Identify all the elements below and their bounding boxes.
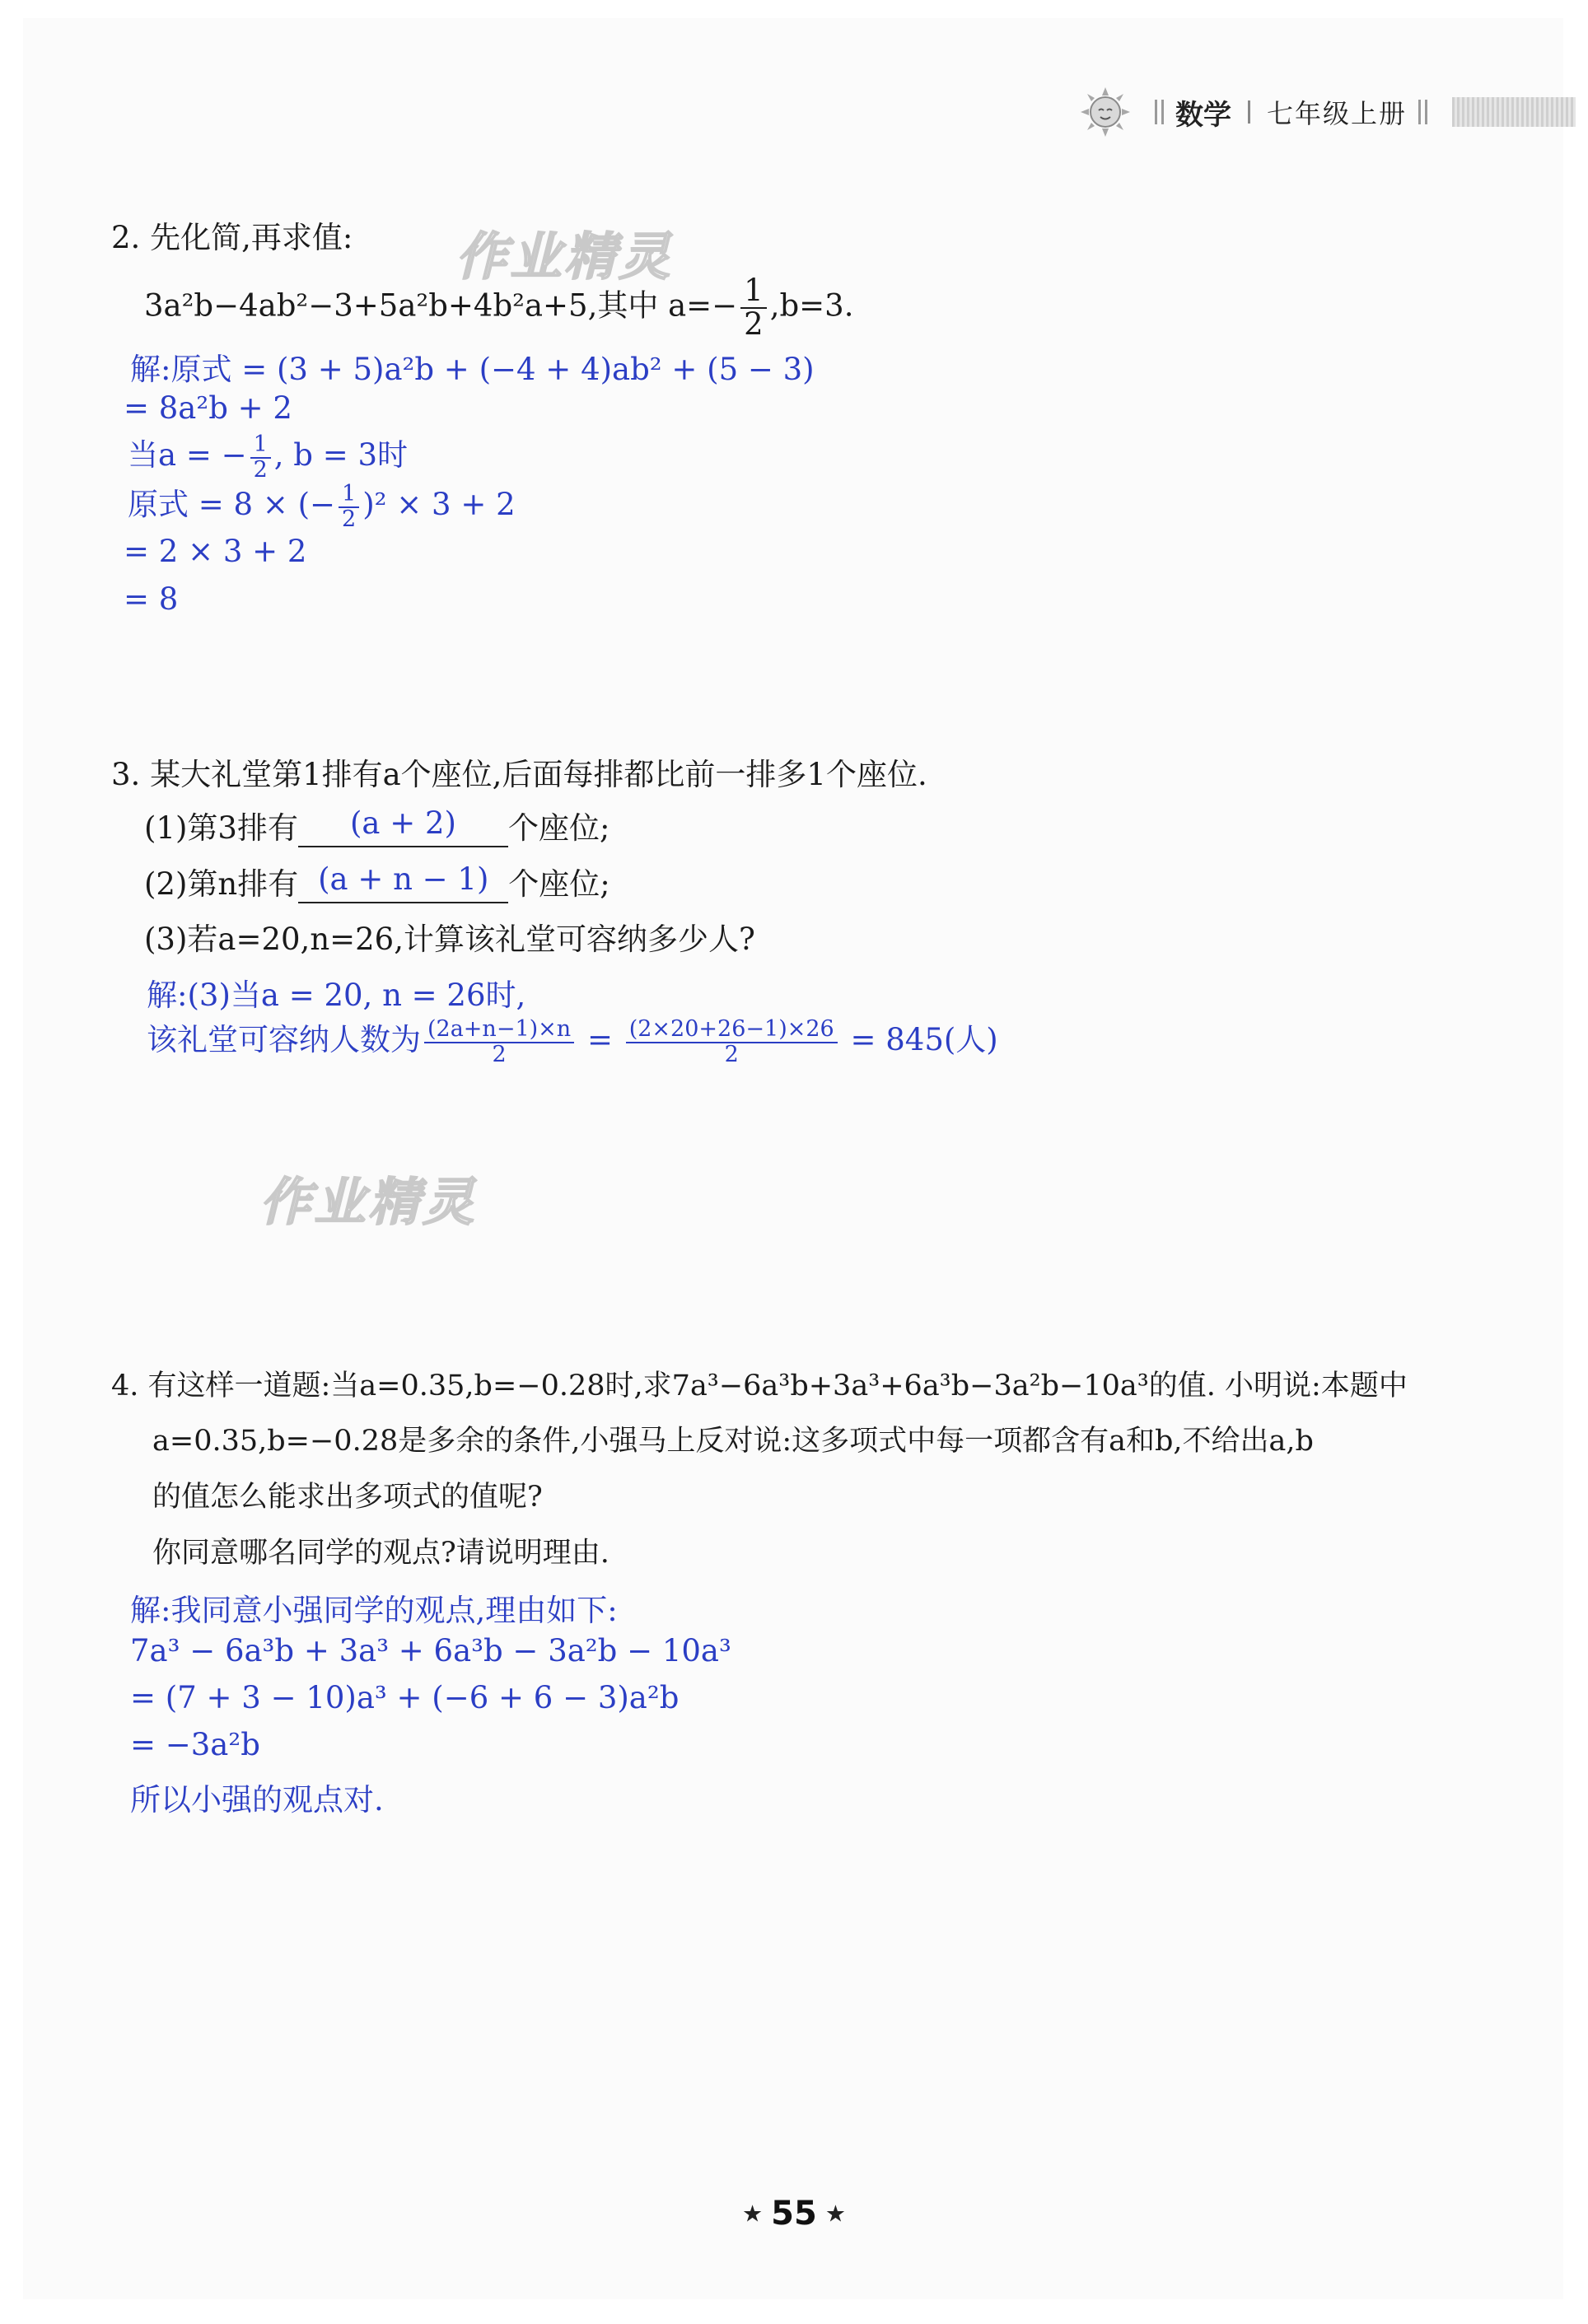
fraction-denominator: 2 — [342, 506, 357, 532]
page-number: 55 — [771, 2195, 817, 2233]
fraction-numerator: (2×20+26−1)×26 — [626, 1018, 838, 1043]
star-icon: ★ — [742, 2200, 764, 2228]
fraction-numerator: (2a+n−1)×n — [424, 1018, 574, 1043]
fraction — [250, 433, 271, 482]
header-separator — [1248, 100, 1250, 124]
star-icon: ★ — [824, 2200, 846, 2228]
header-stripe — [1452, 97, 1576, 127]
header-divider-bars — [1155, 100, 1164, 124]
fraction — [626, 1018, 838, 1066]
q4-answer-line-1: 解:我同意小强同学的观点,理由如下: — [130, 1593, 618, 1628]
q4-answer-line-4: = −3a²b — [130, 1727, 260, 1762]
watermark: 作业精灵 — [256, 1172, 489, 1232]
q2-answer-line-4-prefix: 原式 = 8 × (− — [128, 487, 336, 522]
q2-expr: 3a²b−4ab²−3+5a²b+4b²a+5 — [144, 287, 588, 324]
q2-answer-line-3-suffix: , b = 3时 — [273, 437, 409, 473]
q3-part-2-suffix: 个座位; — [508, 866, 610, 902]
fraction-denominator: 2 — [253, 456, 268, 483]
q2-cond-prefix: ,其中 a=− — [587, 287, 738, 324]
q2-answer-line-2: = 8a²b + 2 — [124, 390, 292, 426]
q3-part-1-prefix: (1)第3排有 — [144, 810, 298, 846]
fraction — [424, 1018, 574, 1066]
q4-line-2: a=0.35,b=−0.28是多余的条件,小强马上反对说:这多项式中每一项都含有a和b,不给出a,b — [152, 1425, 1314, 1458]
q2-answer-line-6: = 8 — [124, 581, 179, 617]
q3-part-2 — [144, 859, 610, 903]
q2-fraction — [740, 275, 767, 341]
q3-part-1-suffix: 个座位; — [507, 810, 610, 846]
header-divider-bars-right — [1418, 100, 1427, 124]
header-subject: 数学 — [1175, 98, 1231, 132]
fraction-denominator: 2 — [492, 1041, 507, 1067]
sun-mascot-icon — [1079, 86, 1132, 138]
q2-answer-line-3 — [128, 430, 408, 482]
q3-answer-line-1: 解:(3)当a = 20, n = 26时, — [147, 978, 526, 1013]
q4-line-3: 的值怎么能求出多项式的值呢? — [152, 1481, 543, 1514]
q4-answer-line-3: = (7 + 3 − 10)a³ + (−6 + 6 − 3)a²b — [130, 1680, 680, 1715]
fraction-denominator: 2 — [744, 306, 764, 342]
q2-title: 2. 先化简,再求值: — [111, 220, 353, 255]
q3-answer-line-2 — [147, 1015, 998, 1066]
blank-fill: (a + 2) — [349, 805, 456, 841]
q2-answer-line-1: 解:原式 = (3 + 5)a²b + (−4 + 4)ab² + (5 − 3) — [130, 352, 815, 387]
q4-line-1: 4. 有这样一道题:当a=0.35,b=−0.28时,求7a³−6a³b+3a³+6a³b−3a²b−10a³的值. 小明说:本题中 — [111, 1370, 1408, 1402]
page-header — [1079, 87, 1576, 137]
q2-answer-line-3-prefix: 当a = − — [128, 437, 247, 473]
q2-cond-suffix: ,b=3. — [769, 287, 854, 324]
q2-answer-line-4 — [128, 479, 516, 531]
answer-blank — [298, 805, 508, 847]
header-grade: 七年级上册 — [1267, 98, 1408, 129]
fraction — [339, 483, 359, 531]
q3-part-1 — [144, 803, 610, 847]
watermark: 作业精灵 — [452, 226, 685, 287]
fraction-numerator: 1 — [740, 275, 767, 309]
q4-line-4: 你同意哪名同学的观点?请说明理由. — [152, 1537, 610, 1570]
equals-sign: = — [586, 1022, 613, 1057]
q3-part-3: (3)若a=20,n=26,计算该礼堂可容纳多少人? — [144, 922, 755, 957]
fraction-denominator: 2 — [724, 1041, 739, 1067]
q3-answer-line-2-suffix: = 845(人) — [850, 1022, 998, 1057]
q4-answer-line-2: 7a³ − 6a³b + 3a³ + 6a³b − 3a²b − 10a³ — [130, 1633, 731, 1668]
q3-part-2-prefix: (2)第n排有 — [144, 866, 299, 902]
answer-blank — [298, 861, 508, 903]
q2-answer-line-4-suffix: )² × 3 + 2 — [362, 487, 516, 522]
q3-answer-line-2-prefix: 该礼堂可容纳人数为 — [147, 1022, 421, 1057]
q2-answer-line-5: = 2 × 3 + 2 — [124, 534, 307, 569]
q2-expression — [144, 275, 853, 341]
blank-fill: (a + n − 1) — [318, 861, 489, 897]
page-footer — [0, 2195, 1588, 2233]
fraction-numerator: 1 — [250, 433, 271, 458]
fraction-numerator: 1 — [339, 483, 359, 507]
q3-title: 3. 某大礼堂第1排有a个座位,后面每排都比前一排多1个座位. — [111, 757, 927, 792]
q4-answer-line-5: 所以小强的观点对. — [130, 1782, 384, 1818]
